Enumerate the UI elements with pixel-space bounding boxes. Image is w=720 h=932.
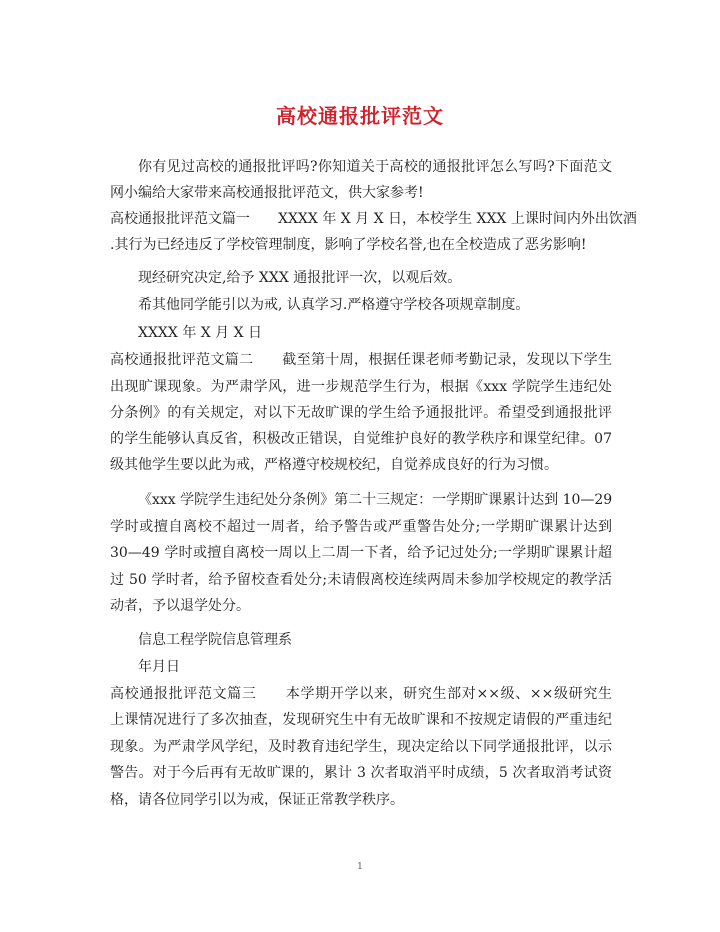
paragraph-line: 你有见过高校的通报批评吗?你知道关于高校的通报批评怎么写吗?下面范文	[138, 159, 612, 175]
paragraph-line: 现象。为严肃学风学纪，及时教育违纪学生，现决定给以下同学通报批评，以示	[110, 739, 612, 755]
page-number: 1	[357, 862, 363, 872]
paragraph-line: 高校通报批评范文篇二 截至第十周，根据任课老师考勤记录，发现以下学生	[110, 352, 612, 368]
paragraph-line: 警告。对于今后再有无故旷课的，累计 3 次者取消平时成绩，5 次者取消考试资	[110, 765, 612, 781]
paragraph-line: 年月日	[138, 659, 180, 675]
paragraph-line: 分条例》的有关规定，对以下无故旷课的学生给予通报批评。希望受到通报批评	[110, 405, 612, 421]
paragraph-line: 学时或擅自离校不超过一周者，给予警告或严重警告处分;一学期旷课累计达到	[110, 519, 612, 535]
paragraph-line: 上课情况进行了多次抽查，发现研究生中有无故旷课和不按规定请假的严重违纪	[110, 712, 612, 728]
paragraph-line: .其行为已经违反了学校管理制度，影响了学校名誉,也在全校造成了恶劣影响!	[110, 237, 587, 253]
paragraph-line: 现经研究决定,给予 XXX 通报批评一次，以观后效。	[138, 270, 462, 286]
paragraph-line: 级其他学生要以此为戒，严格遵守校规校纪，自觉养成良好的行为习惯。	[110, 457, 558, 473]
paragraph-line: 出现旷课现象。为严肃学风，进一步规范学生行为，根据《xxx 学院学生违纪处	[110, 379, 612, 395]
paragraph-line: 格，请各位同学引以为戒，保证正常教学秩序。	[110, 792, 404, 808]
paragraph-line: XXXX 年 X 月 X 日	[138, 325, 263, 341]
paragraph-line: 高校通报批评范文篇三 本学期开学以来，研究生部对××级、××级研究生	[110, 686, 612, 702]
paragraph-line: 动者，予以退学处分。	[110, 598, 250, 614]
paragraph-line: 《xxx 学院学生违纪处分条例》第二十三规定：一学期旷课累计达到 10—29	[138, 492, 613, 508]
paragraph-line: 网小编给大家带来高校通报批评范文，供大家参考!	[110, 185, 424, 201]
paragraph-line: 希其他同学能引以为戒, 认真学习.严格遵守学校各项规章制度。	[138, 297, 530, 313]
document-title: 高校通报批评范文	[276, 104, 444, 128]
paragraph-line: 高校通报批评范文篇一 XXXX 年 X 月 X 日，本校学生 XXX 上课时间内外出饮酒	[110, 211, 637, 227]
paragraph-line: 过 50 学时者，给予留校查看处分;未请假离校连续两周未参加学校规定的教学活	[110, 572, 612, 588]
paragraph-line: 的学生能够认真反省，积极改正错误，自觉维护良好的教学秩序和课堂纪律。07	[110, 431, 612, 447]
paragraph-line: 30—49 学时或擅自离校一周以上二周一下者，给予记过处分;一学期旷课累计超	[110, 545, 612, 561]
paragraph-line: 信息工程学院信息管理系	[138, 632, 292, 648]
